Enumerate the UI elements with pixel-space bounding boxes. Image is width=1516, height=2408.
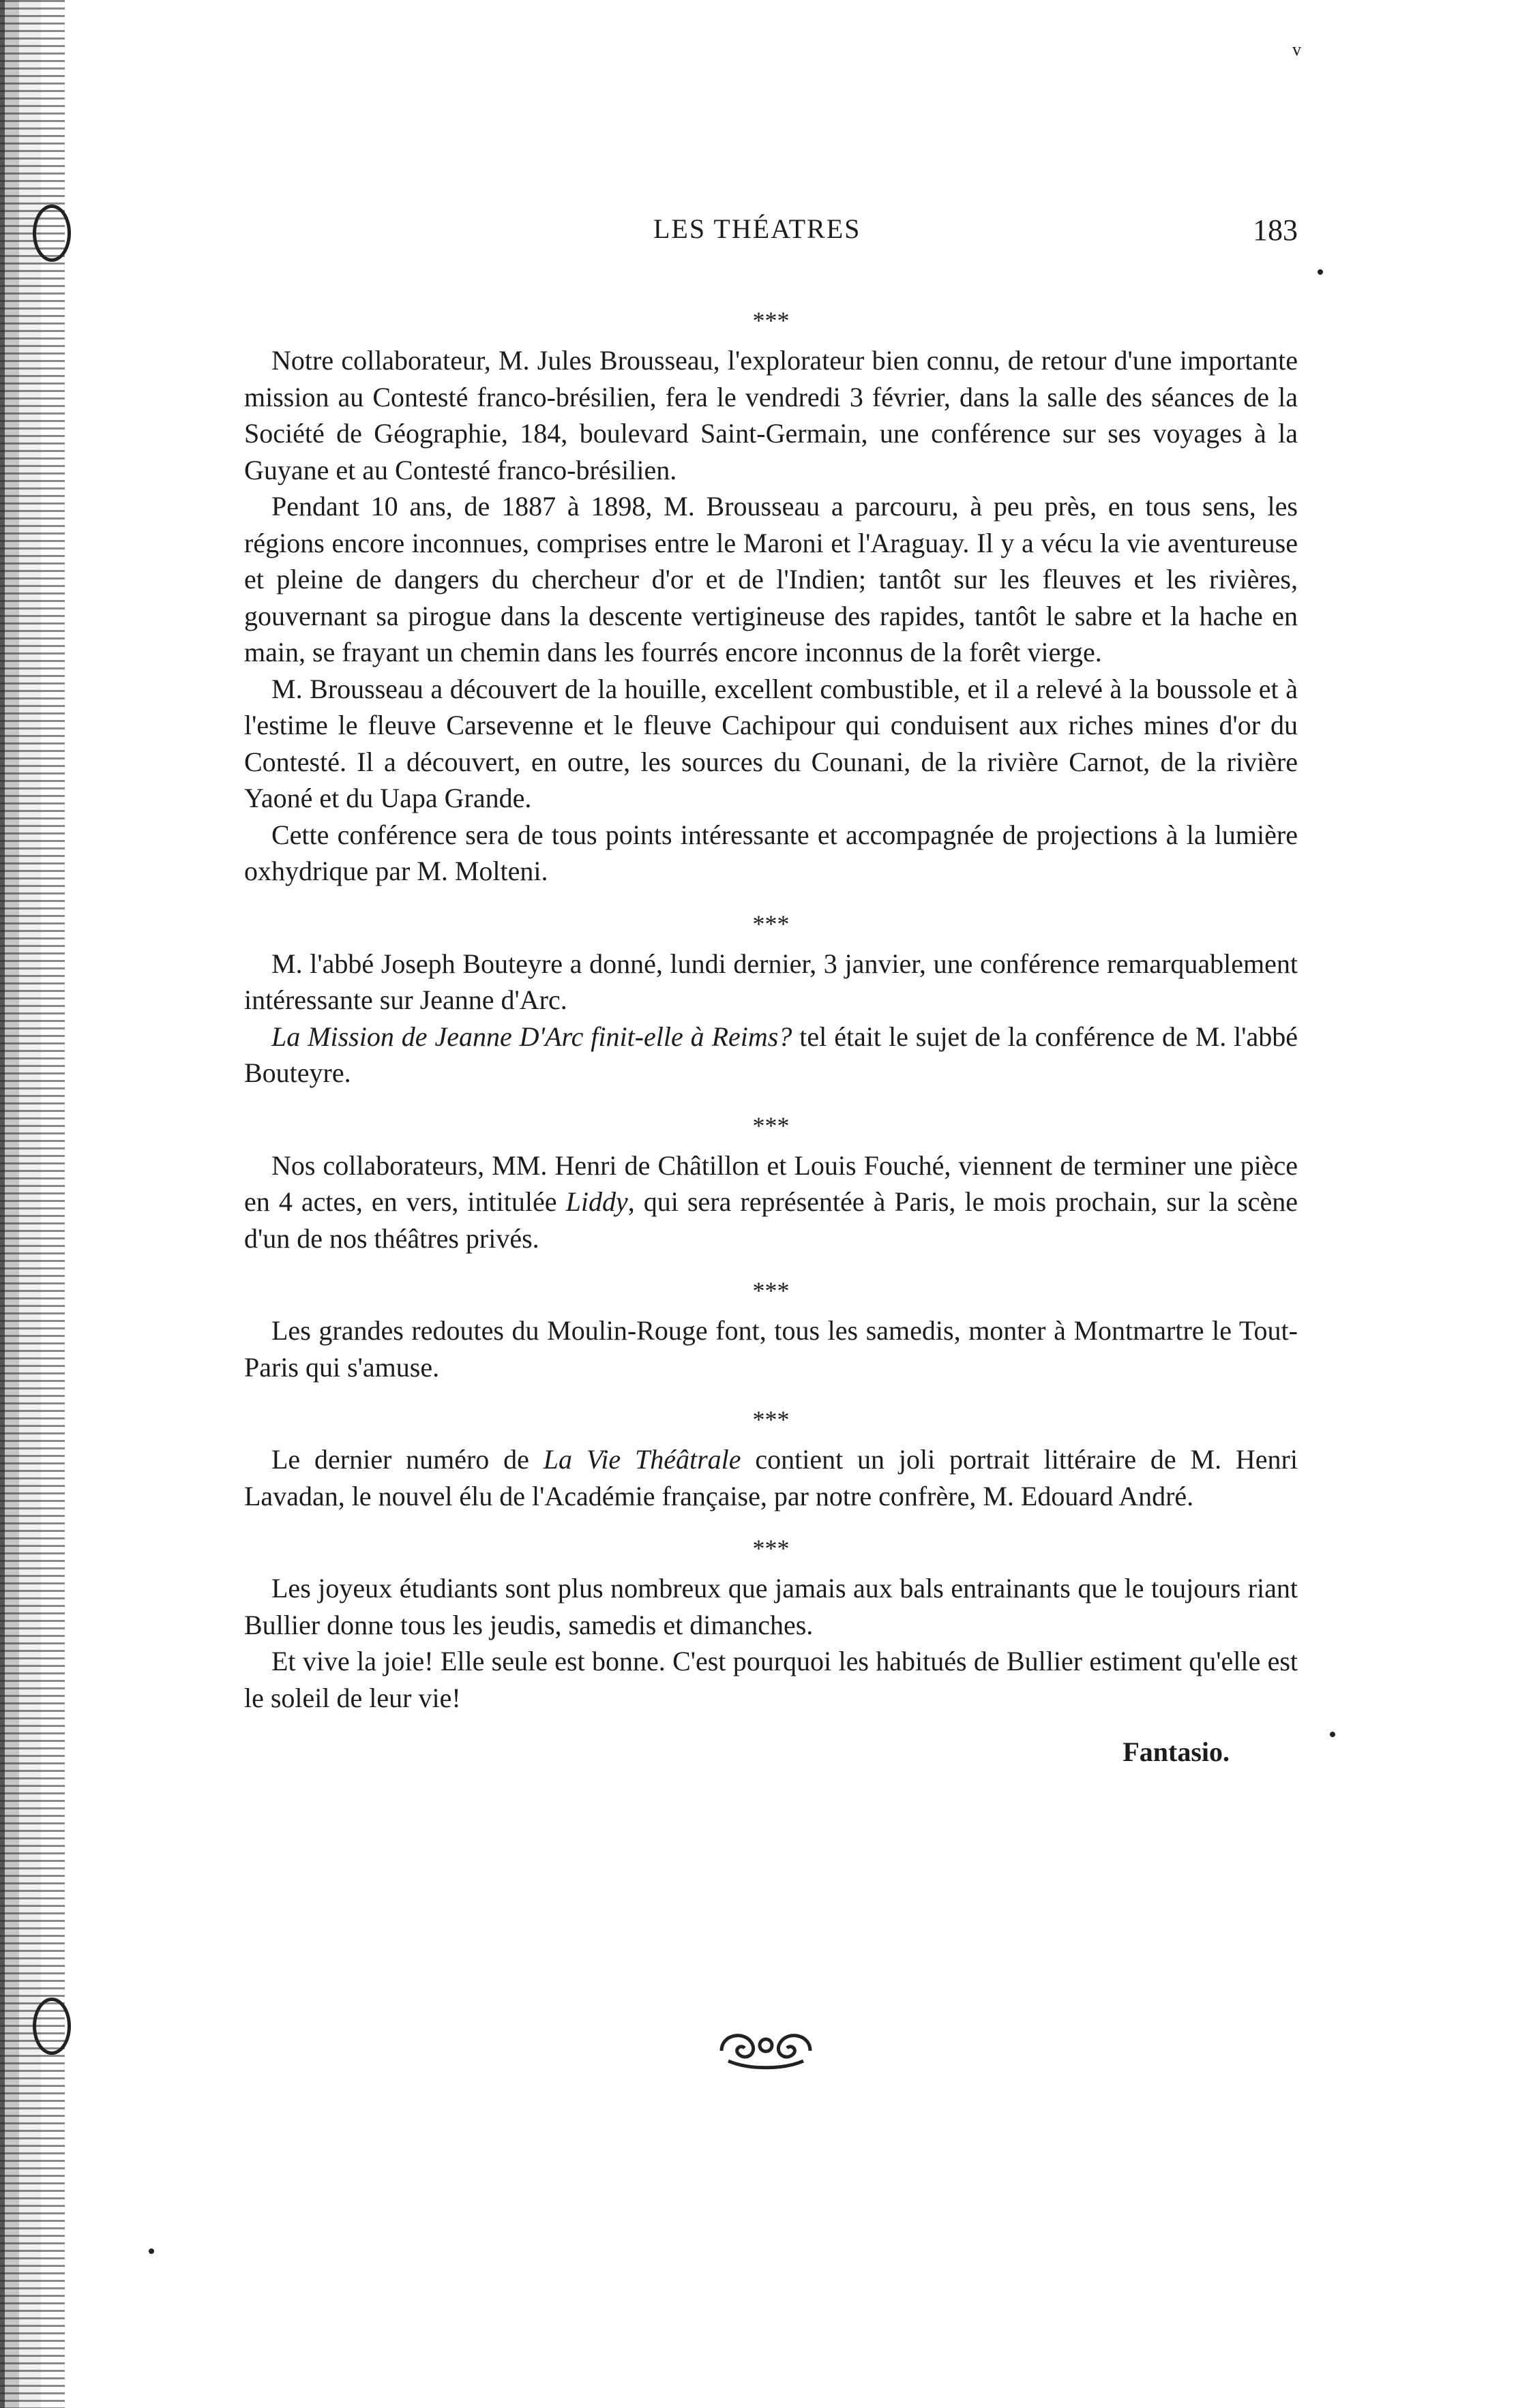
article-body bbox=[244, 286, 1298, 1771]
corner-mark: v bbox=[1292, 40, 1301, 59]
tailpiece-ornament-icon bbox=[715, 2023, 817, 2071]
paragraph: Et vive la joie! Elle seule est bonne. C'est pourquoi les habitués de Bullier estiment qu'elle est le soleil de leur vie! bbox=[244, 1646, 1298, 1713]
running-title: LES THÉATRES bbox=[653, 213, 861, 244]
section-separator: *** bbox=[752, 1111, 790, 1139]
binding-ring-icon bbox=[33, 205, 71, 262]
page-number: 183 bbox=[1253, 213, 1298, 247]
section-separator: *** bbox=[752, 307, 790, 334]
lecture-title: La Mission de Jeanne D'Arc finit-elle à Reims? bbox=[271, 1021, 792, 1052]
section-separator: *** bbox=[752, 909, 790, 937]
stray-dot bbox=[1330, 1732, 1335, 1737]
paragraph: M. l'abbé Joseph Bouteyre a donné, lundi dernier, 3 janvier, une conférence remarquablement intéressante sur Jeanne d'Arc. bbox=[244, 948, 1298, 1015]
paragraph: Les joyeux étudiants sont plus nombreux que jamais aux bals entrainants que le toujours riant Bullier donne tous les jeudis, samedis et dimanches. bbox=[244, 1573, 1298, 1640]
stray-dot bbox=[149, 2248, 154, 2254]
play-title: Liddy bbox=[565, 1186, 628, 1217]
paragraph: Notre collaborateur, M. Jules Brousseau, l'explorateur bien connu, de retour d'une importante mission au Contesté franco-brésilien, fera le vendredi 3 février, dans la salle des séances de la Société de Géographie, 184, boulevard Saint-Germain, une conférence sur ses voyages à la Guyane et au Contesté franco-brésilien. bbox=[244, 345, 1298, 485]
binding-ring-icon bbox=[33, 1998, 71, 2055]
journal-title: La Vie Théâtrale bbox=[543, 1444, 741, 1475]
section-separator: *** bbox=[752, 1406, 790, 1433]
paragraph: Nos collaborateurs, MM. Henri de Châtillon et Louis Fouché, viennent de terminer une pièce en 4 actes, en vers, intitulée Liddy, qui sera représentée à Paris, le mois prochain, sur la scène d'un de nos théâtres privés. bbox=[244, 1149, 1298, 1254]
running-header bbox=[244, 213, 1298, 254]
paragraph: Cette conférence sera de tous points intéressante et accompagnée de projections à la lumière oxhydrique par M. Molteni. bbox=[244, 819, 1298, 886]
paragraph: M. Brousseau a découvert de la houille, excellent combustible, et il a relevé à la boussole et à l'estime le fleuve Carsevenne et le fleuve Cachipour qui conduisent aux riches mines d'or du Contesté. Il a découvert, en outre, les sources du Counani, de la rivière Carnot, de la rivière Yaoné et du Uapa Grande. bbox=[244, 673, 1298, 813]
section-separator: *** bbox=[752, 1535, 790, 1562]
paragraph: Les grandes redoutes du Moulin-Rouge font, tous les samedis, monter à Montmartre le Tout-Paris qui s'amuse. bbox=[244, 1315, 1298, 1383]
paragraph: Le dernier numéro de La Vie Théâtrale contient un joli portrait littéraire de M. Henri Lavadan, le nouvel élu de l'Académie française, par notre confrère, M. Edouard André. bbox=[244, 1444, 1298, 1511]
signature: Fantasio. bbox=[1123, 1736, 1230, 1767]
stray-dot bbox=[1318, 269, 1323, 275]
paragraph: La Mission de Jeanne D'Arc finit-elle à Reims? tel était le sujet de la conférence de M. l'abbé Bouteyre. bbox=[244, 1021, 1298, 1088]
paragraph: Pendant 10 ans, de 1887 à 1898, M. Brousseau a parcouru, à peu près, en tous sens, les régions encore inconnues, comprises entre le Maroni et l'Araguay. Il y a vécu la vie aventureuse et pleine de dangers du chercheur d'or et de l'Indien; tantôt sur les fleuves et les rivières, gouvernant sa pirogue dans la descente vertigineuse des rapides, tantôt le sabre et la hache en main, se frayant un chemin dans les fourrés encore inconnus de la forêt vierge. bbox=[244, 491, 1298, 667]
section-separator: *** bbox=[752, 1277, 790, 1304]
